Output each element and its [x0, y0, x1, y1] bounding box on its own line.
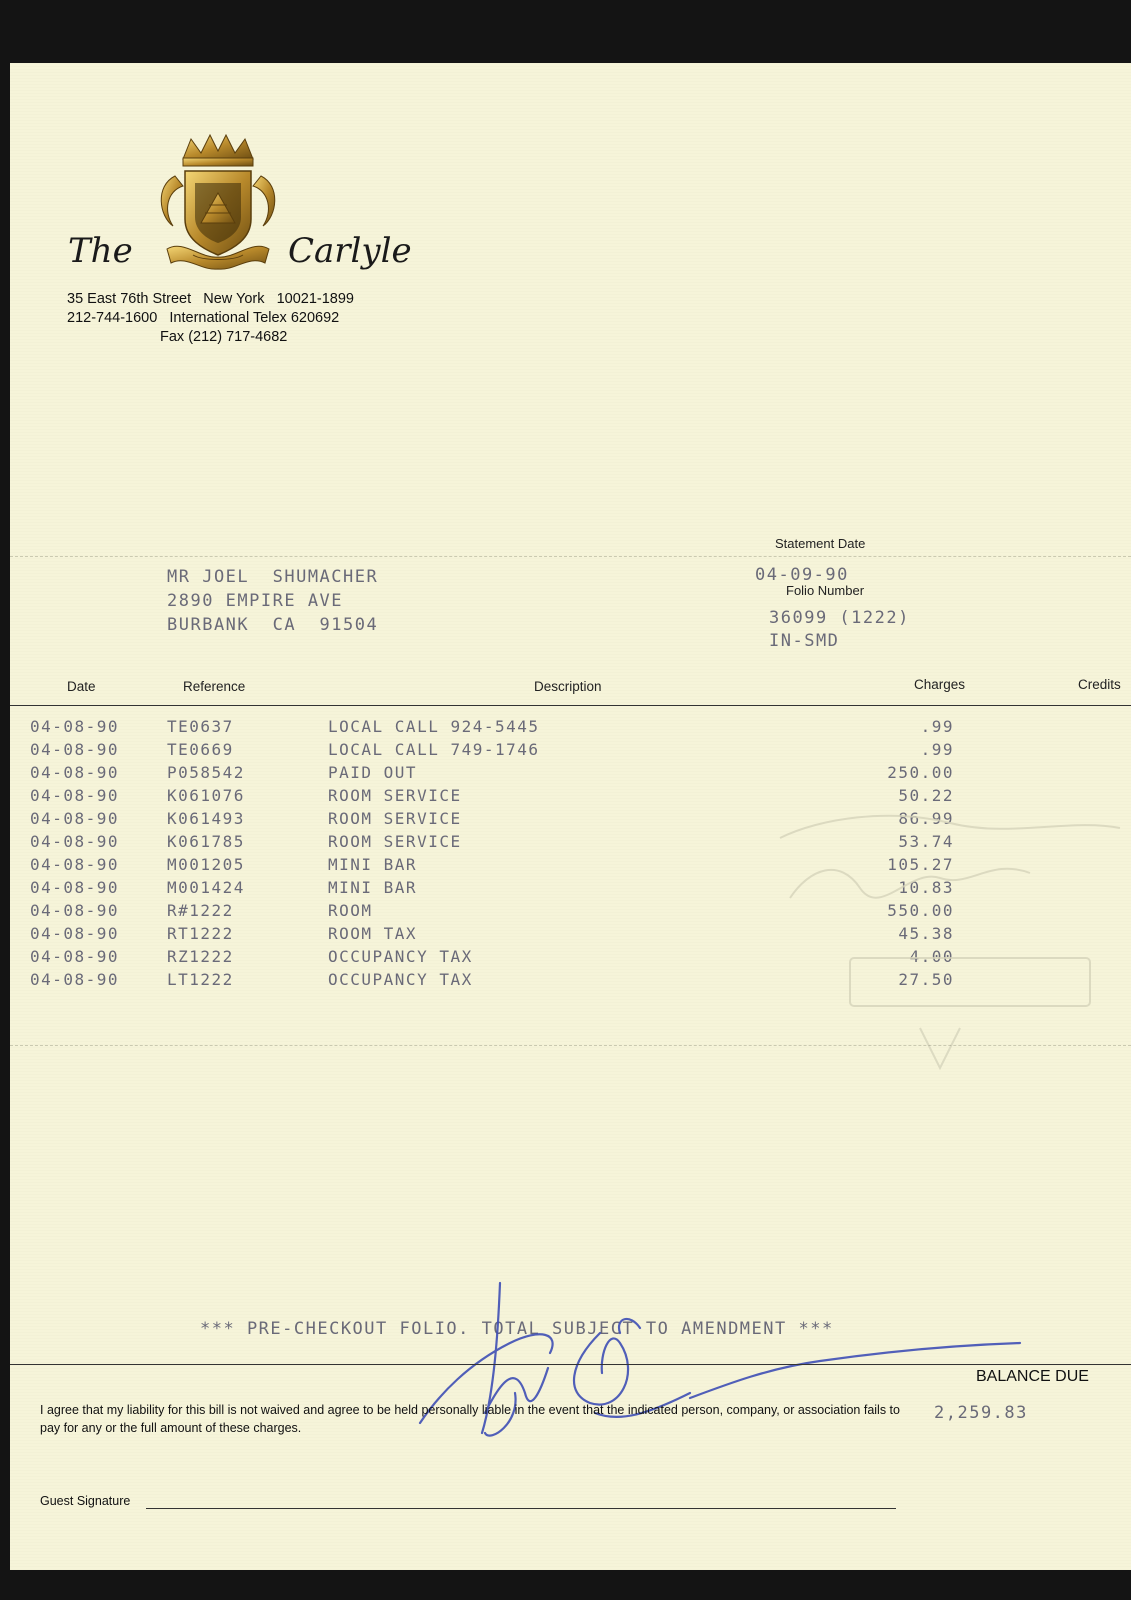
row-date: 04-08-90 [30, 878, 120, 897]
row-date: 04-08-90 [30, 740, 120, 759]
column-header-credits: Credits [1078, 677, 1121, 692]
pre-checkout-notice: *** PRE-CHECKOUT FOLIO. TOTAL SUBJECT TO AMENDMENT *** [200, 1319, 834, 1339]
logo-word-carlyle: Carlyle [288, 231, 412, 271]
logo-word-the: The [68, 231, 133, 271]
row-reference: K061493 [167, 809, 245, 828]
address-line-2: 212-744-1600 International Telex 620692 [67, 310, 340, 326]
row-reference: M001424 [167, 878, 245, 897]
fold-line [10, 556, 1131, 557]
guest-signature-label: Guest Signature [40, 1494, 131, 1508]
row-date: 04-08-90 [30, 924, 120, 943]
guest-street: 2890 EMPIRE AVE [167, 591, 344, 611]
fold-line [10, 1045, 1131, 1046]
guest-name: MR JOEL SHUMACHER [167, 567, 379, 587]
row-date: 04-08-90 [30, 763, 120, 782]
row-reference: LT1222 [167, 970, 234, 989]
row-description: MINI BAR [328, 855, 418, 874]
guest-signature-line [146, 1508, 896, 1509]
row-charge: 4.00 [909, 947, 954, 966]
carlyle-crest-logo [153, 131, 283, 273]
row-charge: 53.74 [898, 832, 954, 851]
row-charge: 45.38 [898, 924, 954, 943]
row-reference: TE0669 [167, 740, 234, 759]
liability-agreement-text: I agree that my liability for this bill is not waived and agree to be held personally liable in the event that the indicated person, company, or association fails to pay for any or the full amount of these charges. [40, 1403, 900, 1435]
row-description: OCCUPANCY TAX [328, 970, 473, 989]
table-row [10, 717, 1131, 740]
row-charge: 86.99 [898, 809, 954, 828]
fax-line: Fax (212) 717-4682 [160, 329, 288, 345]
row-reference: K061076 [167, 786, 245, 805]
folio-code: IN-SMD [769, 631, 840, 651]
row-description: ROOM [328, 901, 373, 920]
row-charge: 550.00 [887, 901, 954, 920]
column-header-reference: Reference [183, 679, 246, 694]
row-charge: .99 [920, 717, 954, 736]
row-charge: 50.22 [898, 786, 954, 805]
row-reference: K061785 [167, 832, 245, 851]
row-date: 04-08-90 [30, 717, 120, 736]
folio-number-label: Folio Number [786, 583, 865, 598]
folio-number-value: 36099 (1222) [769, 608, 910, 628]
folio-sheet [10, 63, 1131, 1570]
statement-date-label: Statement Date [775, 536, 866, 551]
row-description: PAID OUT [328, 763, 418, 782]
row-description: ROOM TAX [328, 924, 418, 943]
guest-city: BURBANK CA 91504 [167, 615, 379, 635]
row-reference: RZ1222 [167, 947, 234, 966]
row-reference: P058542 [167, 763, 245, 782]
table-row [10, 970, 1131, 993]
balance-rule [10, 1364, 1131, 1365]
row-description: LOCAL CALL 749-1746 [328, 740, 540, 759]
row-date: 04-08-90 [30, 786, 120, 805]
row-date: 04-08-90 [30, 832, 120, 851]
row-charge: 10.83 [898, 878, 954, 897]
row-reference: R#1222 [167, 901, 234, 920]
row-description: OCCUPANCY TAX [328, 947, 473, 966]
address-line-1: 35 East 76th Street New York 10021-1899 [67, 291, 354, 307]
row-date: 04-08-90 [30, 901, 120, 920]
row-date: 04-08-90 [30, 809, 120, 828]
hotel-address-block [67, 290, 354, 347]
row-date: 04-08-90 [30, 947, 120, 966]
handwritten-signature [390, 1273, 1040, 1503]
faint-stamp-watermark [770, 778, 1131, 1108]
row-description: LOCAL CALL 924-5445 [328, 717, 540, 736]
row-description: ROOM SERVICE [328, 786, 462, 805]
row-date: 04-08-90 [30, 855, 120, 874]
statement-date-value: 04-09-90 [755, 565, 849, 585]
row-reference: RT1222 [167, 924, 234, 943]
row-charge: 27.50 [898, 970, 954, 989]
column-header-description: Description [534, 679, 602, 694]
row-charge: 250.00 [887, 763, 954, 782]
row-reference: M001205 [167, 855, 245, 874]
row-description: ROOM SERVICE [328, 809, 462, 828]
balance-due-amount: 2,259.83 [934, 1403, 1028, 1423]
table-row [10, 740, 1131, 763]
header-rule [10, 705, 1131, 706]
row-description: ROOM SERVICE [328, 832, 462, 851]
column-header-charges: Charges [914, 677, 966, 692]
guest-address-block [167, 565, 378, 637]
row-charge: .99 [920, 740, 954, 759]
row-date: 04-08-90 [30, 970, 120, 989]
row-charge: 105.27 [887, 855, 954, 874]
row-reference: TE0637 [167, 717, 234, 736]
column-header-date: Date [67, 679, 96, 694]
balance-due-label: BALANCE DUE [976, 1368, 1089, 1385]
row-description: MINI BAR [328, 878, 418, 897]
